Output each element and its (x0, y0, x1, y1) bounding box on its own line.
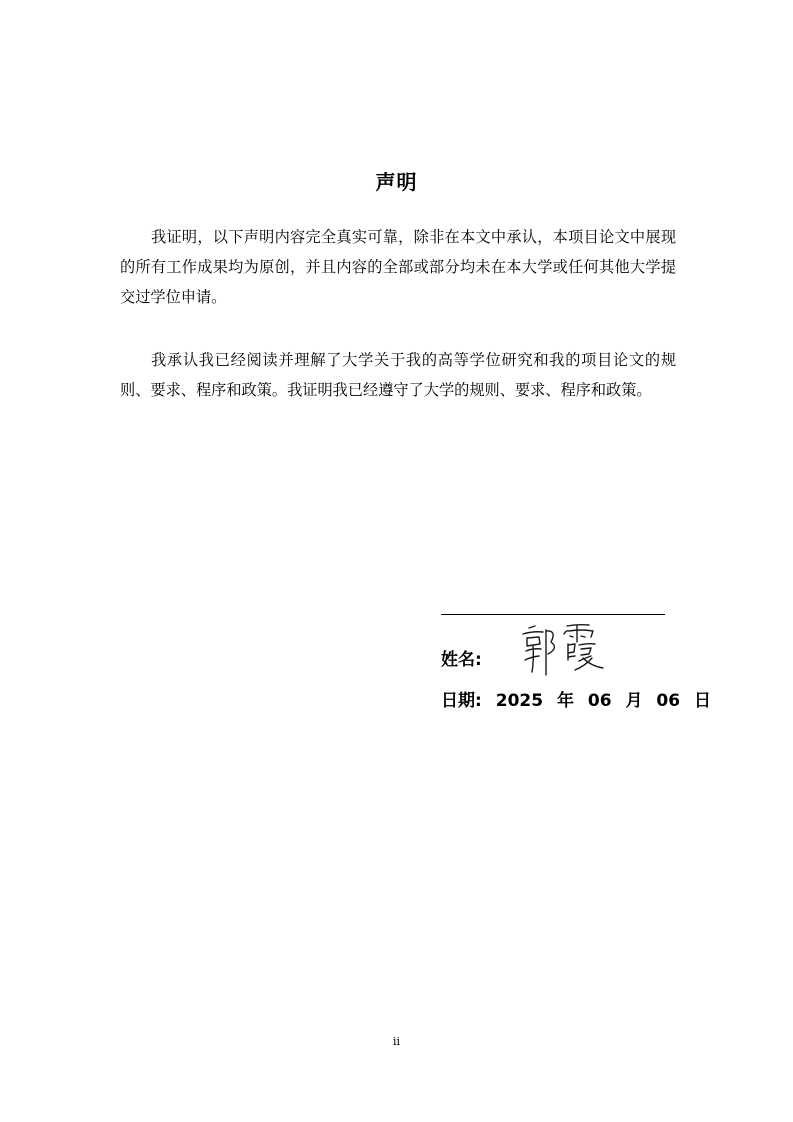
page-number: ii (392, 1035, 401, 1048)
date-label: 日期: (441, 691, 482, 711)
declaration-paragraph-2: 我承认我已经阅读并理解了大学关于我的高等学位研究和我的项目论文的规则、要求、程序和政策。我证明我已经遵守了大学的规则、要求、程序和政策。 (120, 351, 676, 399)
page-title: 声明 (375, 170, 418, 194)
declaration-paragraph-1: 我证明，以下声明内容完全真实可靠，除非在本文中承认，本项目论文中展现的所有工作成果均为原创，并且内容的全部或部分均未在本大学或任何其他大学提交过学位申请。 (120, 228, 676, 306)
date-year-unit: 年 (556, 691, 574, 711)
date-month-unit: 月 (625, 691, 643, 711)
date-day-unit: 日 (694, 691, 712, 711)
handwritten-signature (515, 620, 605, 682)
date-month: 06 (587, 691, 612, 711)
signature-line (441, 614, 665, 615)
date-year: 2025 (495, 691, 544, 711)
date-day: 06 (656, 691, 681, 711)
name-label: 姓名: (441, 650, 482, 670)
date-line (441, 686, 711, 711)
